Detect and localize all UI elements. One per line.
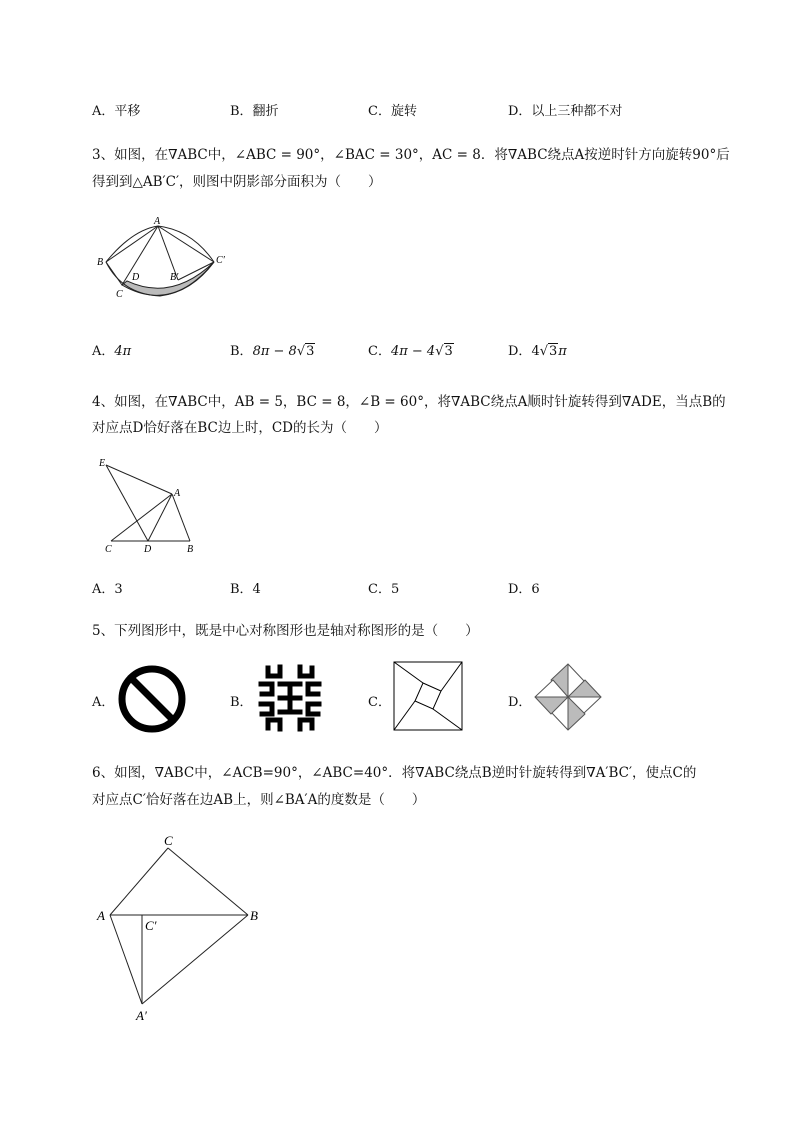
q5-windmill-icon	[533, 662, 603, 732]
q6-label-c-prime: C′	[145, 918, 157, 933]
q6-segment-ac	[110, 848, 168, 915]
q3-option-c: C．4π − 4√3	[368, 344, 453, 359]
q6-figure	[92, 826, 272, 1026]
q4-option-c: C．5	[368, 582, 400, 597]
q3-label-b: B	[97, 257, 104, 268]
q4-label-d: D	[144, 544, 152, 555]
q4-option-d: D．6	[508, 582, 540, 597]
q3-option-b: B．8π − 8√3	[230, 344, 315, 359]
q3-segment-ac-prime	[158, 226, 214, 262]
q3-segment-bc	[106, 262, 122, 285]
q3-segment-ac	[122, 226, 158, 285]
q3-label-b-prime: B′	[170, 272, 179, 283]
q5-pinwheel-square-icon	[393, 661, 463, 731]
q4-segment-ed	[106, 465, 148, 541]
q4-segment-ab	[172, 494, 190, 541]
q3-label-c-prime: C′	[216, 255, 225, 266]
q6-label-c: C	[164, 833, 173, 848]
q4-label-c: C	[105, 544, 112, 555]
q6-label-a-prime: A′	[136, 1008, 147, 1023]
q4-option-a: A．3	[92, 582, 123, 597]
q6-label-b: B	[250, 908, 258, 923]
q2-option-a: A．平移	[92, 104, 141, 119]
q6-segment-aa-prime	[110, 915, 142, 1004]
q3-segment-ab	[106, 226, 158, 262]
q6-segment-cb	[168, 848, 248, 915]
q3-stem-line1: 3、如图，在∇ABC中，∠ABC = 90°，∠BAC = 30°，AC = 8．将∇ABC绕点A按逆时针方向旋转90°后	[92, 147, 730, 163]
q3-label-d: D	[132, 272, 140, 283]
q2-option-d: D．以上三种都不对	[508, 104, 623, 119]
q3-label-c: C	[116, 289, 123, 300]
q4-label-e: E	[99, 458, 106, 469]
q4-stem-line1: 4、如图，在∇ABC中，AB = 5，BC = 8，∠B = 60°，将∇ABC绕点A顺时针旋转得到∇ADE，当点B的	[92, 394, 726, 410]
q2-option-b: B．翻折	[230, 104, 279, 119]
q3-stem-line2: 得到到△AB′C′，则图中阴影部分面积为（ ）	[92, 174, 382, 190]
q5-no-entry-sign-icon	[117, 664, 187, 734]
q5-option-d-label: D．	[508, 695, 532, 710]
q5-maze-pattern-icon	[258, 664, 322, 732]
q3-label-a: A	[154, 216, 161, 227]
q4-figure	[96, 455, 206, 555]
q5-option-b-label: B．	[230, 695, 253, 710]
q6-segment-a-prime-b	[142, 915, 248, 1004]
q6-stem-line2: 对应点C′恰好落在边AB上，则∠BA′A的度数是（ ）	[92, 792, 426, 808]
q3-option-d: D．4√3π	[508, 344, 567, 359]
q3-option-a: A．4π	[92, 344, 132, 359]
q4-label-b: B	[187, 544, 194, 555]
q6-label-a: A	[97, 908, 105, 923]
q5-option-a-label: A．	[92, 695, 115, 710]
q2-option-c: C．旋转	[368, 104, 417, 119]
q4-stem-line2: 对应点D恰好落在BC边上时，CD的长为（ ）	[92, 420, 388, 436]
q4-segment-ea	[106, 465, 172, 494]
q5-option-c-label: C．	[368, 695, 391, 710]
q5-stem: 5、下列图形中，既是中心对称图形也是轴对称图形的是（ ）	[92, 623, 479, 639]
q4-option-b: B．4	[230, 582, 261, 597]
q4-label-a: A	[174, 488, 181, 499]
q3-figure	[92, 214, 242, 306]
q4-segment-ac	[111, 494, 172, 541]
q6-stem-line1: 6、如图，∇ABC中，∠ACB=90°，∠ABC=40°．将∇ABC绕点B逆时针旋转得到∇A′BC′，使点C的	[92, 765, 697, 781]
q4-segment-ad	[148, 494, 172, 541]
